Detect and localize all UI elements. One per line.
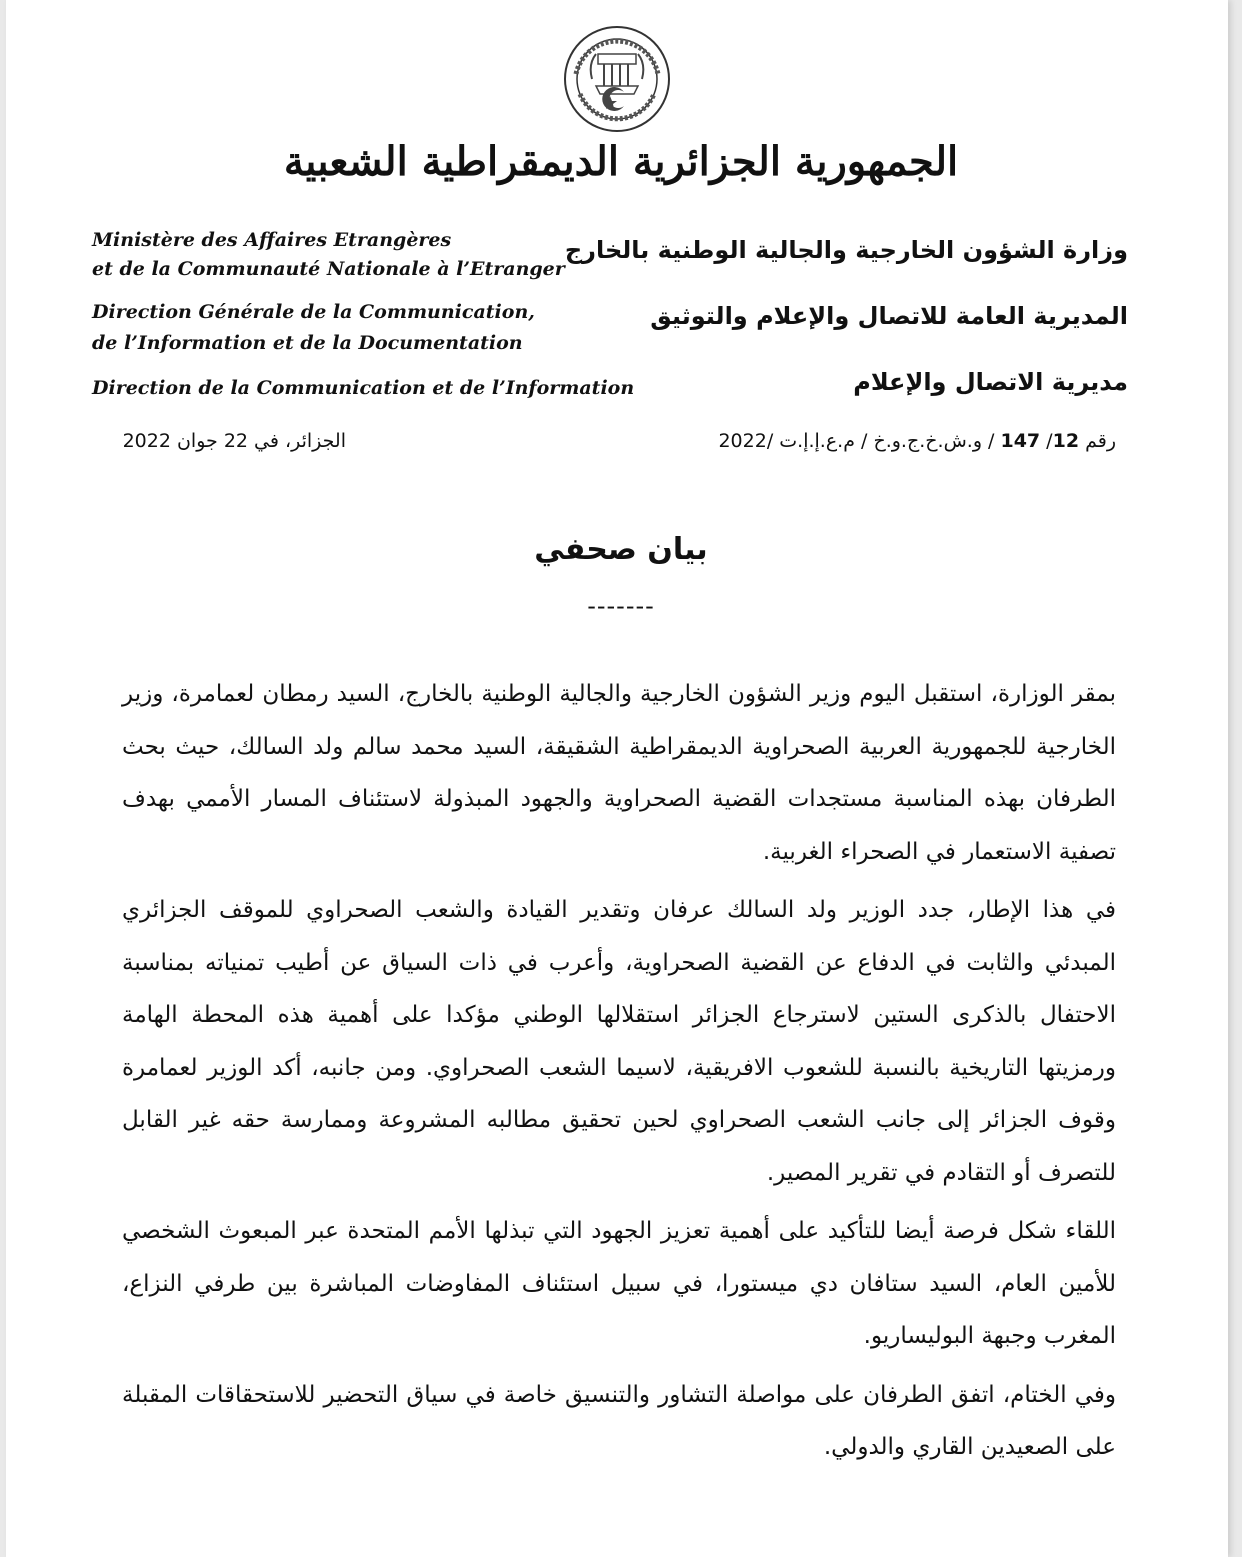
republic-title: الجمهورية الجزائرية الديمقراطية الشعبية bbox=[283, 138, 959, 185]
reference-number bbox=[718, 430, 1116, 452]
document-body bbox=[122, 668, 1116, 1480]
fr-dg-line2: de l’Information et de la Documentation bbox=[92, 332, 523, 354]
reference-prefix: رقم bbox=[1079, 430, 1116, 452]
reference-rest: / و.ش.خ.ج.و.خ / م.ع.إ.إ.ت /2022 bbox=[718, 430, 1001, 452]
reference-num1: 12 bbox=[1052, 430, 1080, 452]
ar-general-directorate: المديرية العامة للاتصال والإعلام والتوثيق bbox=[650, 302, 1128, 330]
reference-num2: 147 bbox=[1000, 430, 1041, 452]
paragraph-1: بمقر الوزارة، استقبل اليوم وزير الشؤون الخارجية والجالية الوطنية بالخارج، السيد رمطان لعمامرة، وزير الخارجية للجمهورية العربية الصحراوية الديمقراطية الشقيقة، السيد محمد سالم ولد السالك، حيث بحث الطرفان بهذه المناسبة مستجدات القضية الصحراوية والجهود المبذولة لاستئناف المسار الأممي بهدف تصفية الاستعمار في الصحراء الغربية. bbox=[122, 681, 1116, 865]
ar-ministry: وزارة الشؤون الخارجية والجالية الوطنية بالخارج bbox=[564, 236, 1128, 264]
fr-direction-line: Direction de la Communication et de l’Information bbox=[92, 377, 635, 399]
title-separator: ------- bbox=[587, 592, 655, 620]
fr-ministry-line2: et de la Communauté Nationale à l’Etranger bbox=[92, 258, 565, 280]
fr-dg-line1: Direction Générale de la Communication, bbox=[92, 301, 535, 323]
ar-directorate: مديرية الاتصال والإعلام bbox=[853, 368, 1128, 396]
paragraph-2: في هذا الإطار، جدد الوزير ولد السالك عرفان وتقدير القيادة والشعب الصحراوي للموقف الجزائري المبدئي والثابت في الدفاع عن القضية الصحراوية، وأعرب في ذات السياق عن أطيب تمنياته بمناسبة الاحتفال بالذكرى الستين لاسترجاع الجزائر استقلالها الوطني مؤكدا على أهمية هذه المحطة الهامة ورمزيتها التاريخية بالنسبة للشعوب الافريقية، لاسيما الشعب الصحراوي. ومن جانبه، أكد الوزير لعمامرة وقوف الجزائر إلى جانب الشعب الصحراوي لحين تحقيق مطالبه المشروعة وممارسة حقه غير القابل للتصرف أو التقادم في تقرير المصير. bbox=[122, 897, 1116, 1186]
document-title: بيان صحفي bbox=[534, 532, 708, 567]
document-date: الجزائر، في 22 جوان 2022 bbox=[122, 430, 346, 452]
state-emblem-icon bbox=[562, 24, 672, 134]
paragraph-4: وفي الختام، اتفق الطرفان على مواصلة التشاور والتنسيق خاصة في سياق التحضير للاستحقاقات المقبلة على الصعيدين القاري والدولي. bbox=[122, 1381, 1116, 1460]
reference-sep: / bbox=[1040, 430, 1053, 452]
fr-ministry-line1: Ministère des Affaires Etrangères bbox=[92, 229, 452, 251]
paragraph-3: اللقاء شكل فرصة أيضا للتأكيد على أهمية تعزيز الجهود التي تبذلها الأمم المتحدة عبر المبعوث الشخصي للأمين العام، السيد ستافان دي ميستورا، في سبيل استئناف المفاوضات المباشرة بين طرفي النزاع، المغرب وجبهة البوليساريو. bbox=[122, 1218, 1116, 1349]
